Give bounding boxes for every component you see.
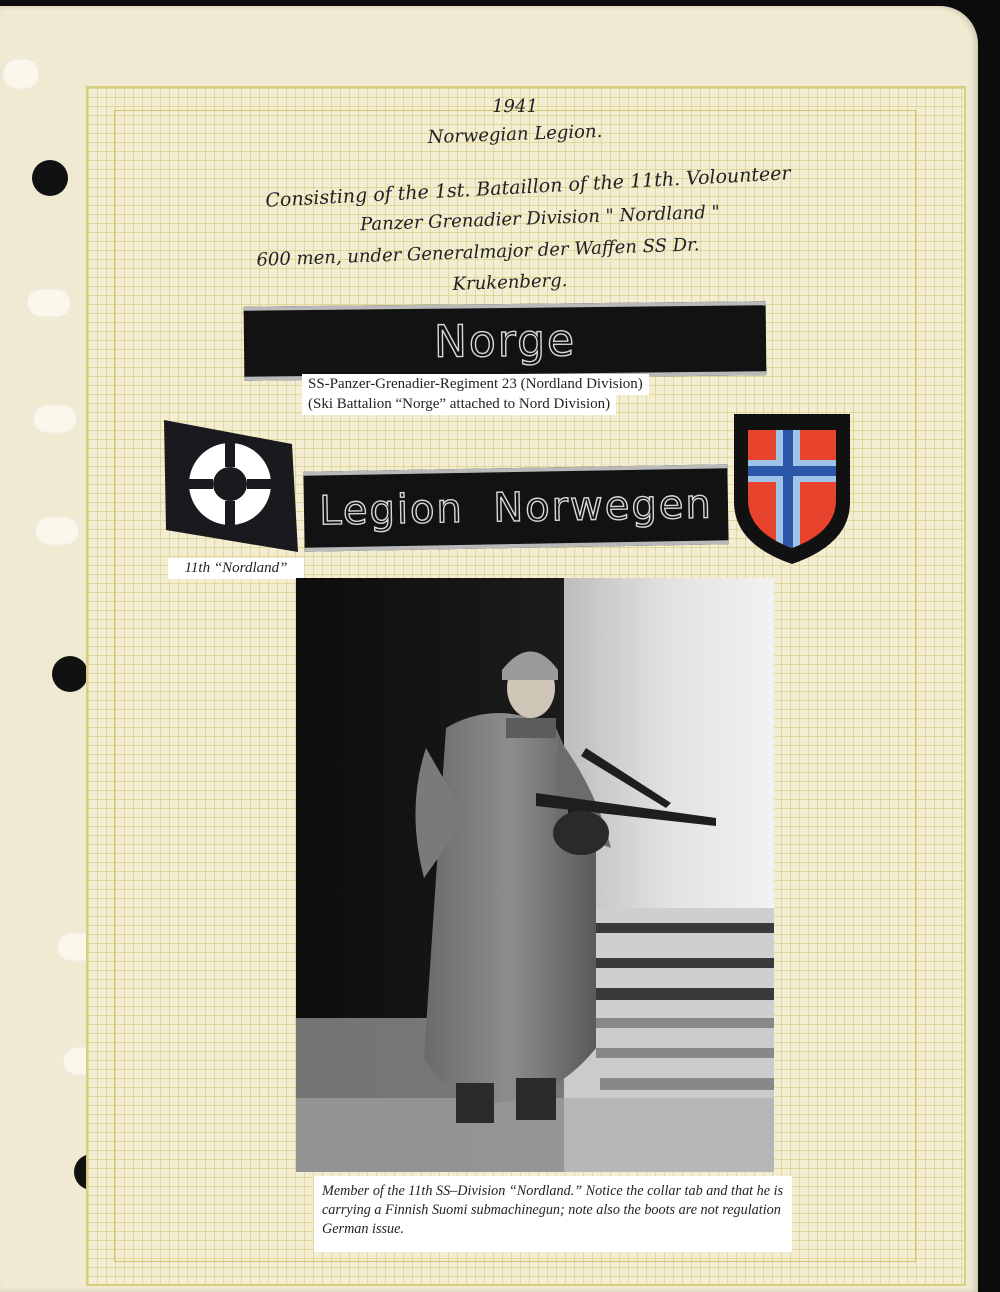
binder-hole (32, 404, 78, 434)
soldier-photograph (296, 578, 774, 1172)
norwegian-flag-shield-icon (732, 412, 852, 566)
photo-caption: Member of the 11th SS–Division “Nordland.” Notice the collar tab and that he is carrying a Finnish Suomi submachinegun; note also the boots are not regulation German issue. (314, 1176, 792, 1252)
binder-hole (2, 58, 40, 90)
description-line-1: Consisting of the 1st. Bataillon of the 11th. Volounteer (264, 162, 792, 212)
description-line-2: Panzer Grenadier Division " Nordland " (359, 201, 721, 236)
legion-norwegen-cuff-text: Legion Norwegen (318, 481, 714, 535)
sunwheel-collar-tab-icon (160, 418, 300, 554)
description-line-4: Krukenberg. (452, 270, 568, 295)
binder-hole (32, 160, 68, 196)
binder-hole (26, 288, 72, 318)
norge-caption-line-2: (Ski Battalion “Norge” attached to Nord Division) (302, 394, 616, 415)
collar-tab (160, 418, 300, 554)
norge-cuff-title (244, 301, 767, 380)
legion-norwegen-cuff-title (303, 464, 728, 551)
binder-hole (34, 516, 80, 546)
binder-hole (52, 656, 88, 692)
norge-cuff-text: Norge (433, 314, 577, 368)
norwegian-arm-shield (732, 412, 852, 566)
soldier-photo-image (296, 578, 774, 1172)
norge-caption-line-1: SS-Panzer-Grenadier-Regiment 23 (Nordland Division) (302, 374, 649, 395)
description-line-3: 600 men, under Generalmajor der Waffen SS Dr. (256, 234, 700, 271)
year-heading: 1941 (492, 96, 538, 117)
collar-tab-caption: 11th “Nordland” (168, 558, 304, 579)
page-title: Norwegian Legion. (427, 120, 603, 149)
